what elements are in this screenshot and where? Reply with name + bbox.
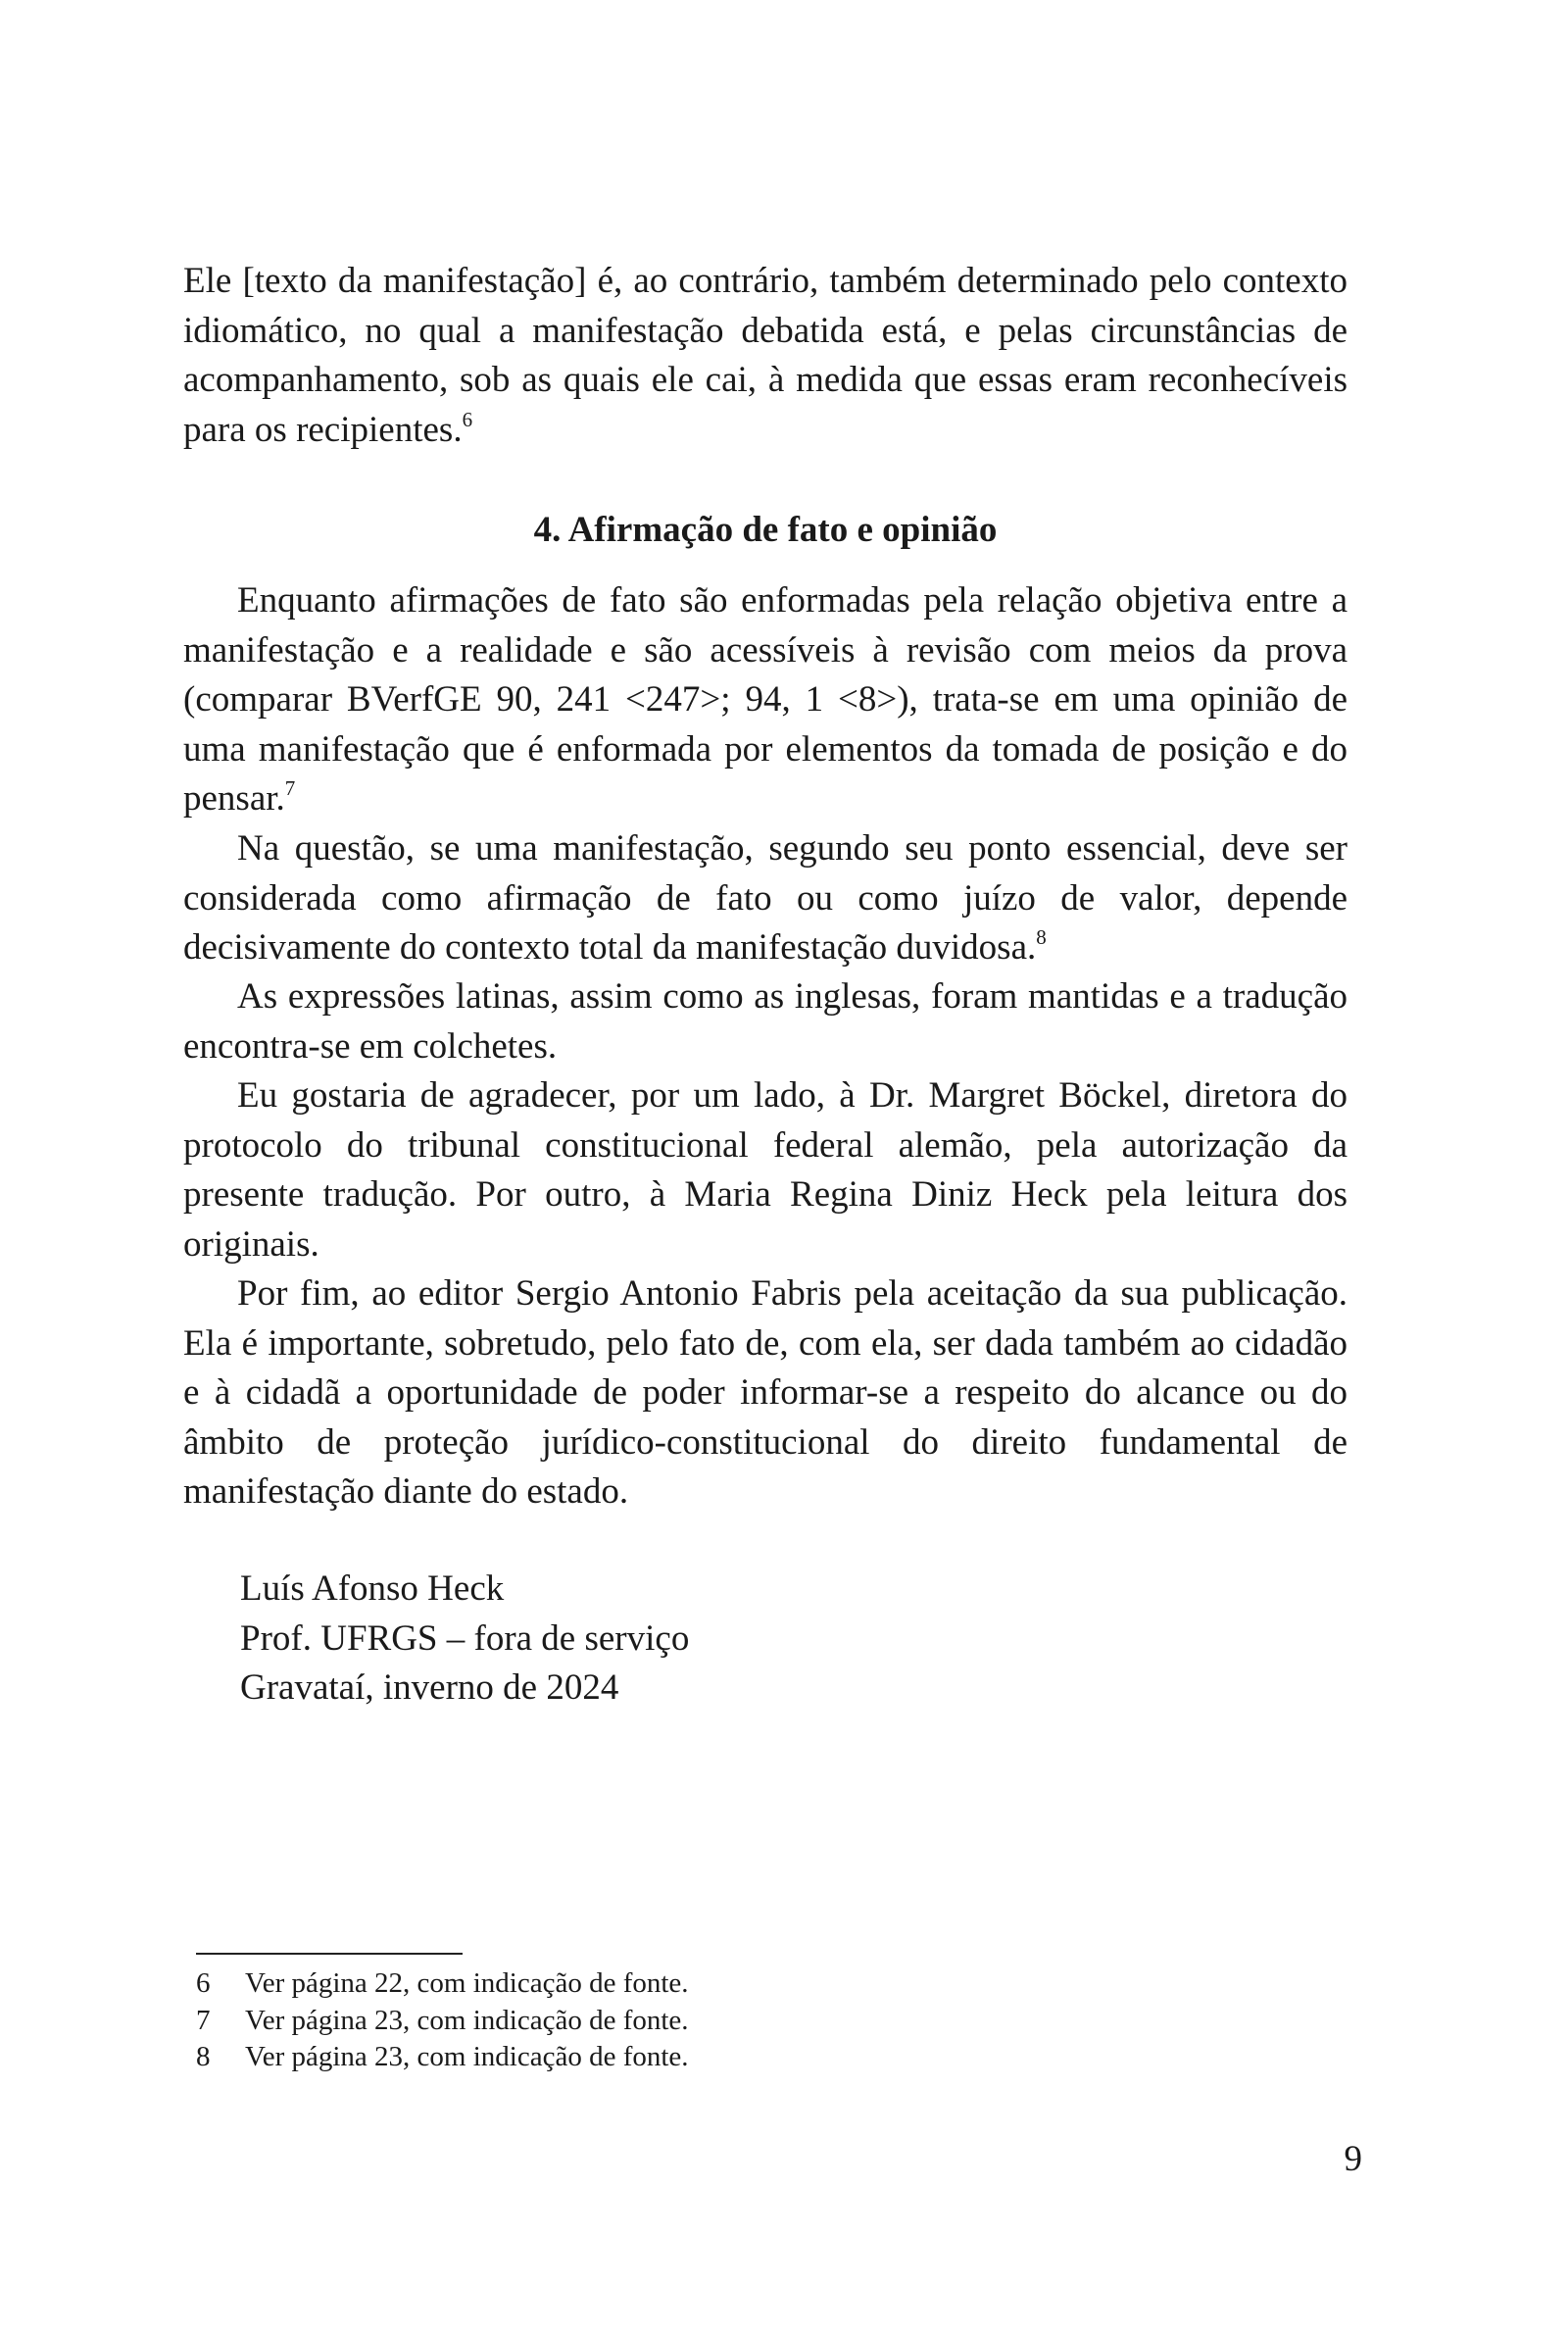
footnote-7 [196, 2003, 689, 2040]
paragraph-2 [183, 576, 1348, 824]
page-number: 9 [1344, 2139, 1362, 2179]
paragraph-6: Por fim, ao editor Sergio Antonio Fabris pela aceitação da sua publicação. Ela é importante, sobretudo, pelo fato de, com ela, ser dada também ao cidadão e à cidadã a oportunidade de poder informar-se a respeito do alcance ou do âmbito de proteção jurídico-constitucional do direito fundamental de manifestação diante do estado. [183, 1273, 1348, 1512]
footnote-text: Ver página 23, com indicação de fonte. [245, 2041, 689, 2072]
signature-place-date: Gravataí, inverno de 2024 [240, 1667, 619, 1708]
paragraph-1-text: Ele [texto da manifestação] é, ao contrário, também determinado pelo contexto idiomático, no qual a manifestação debatida está, e pelas circunstâncias de acompanhamento, sob as quais ele cai, à medida que essas eram reconhecíveis para os recipientes. [183, 261, 1348, 450]
footnote-text: Ver página 23, com indicação de fonte. [245, 2004, 689, 2036]
paragraph-1 [183, 257, 1348, 455]
paragraph-3-text: Na questão, se uma manifestação, segundo seu ponto essencial, deve ser considerada como afirmação de fato ou como juízo de valor, depende decisivamente do contexto total da manifestação duvidosa. [183, 828, 1348, 968]
paragraph-2-text: Enquanto afirmações de fato são enformadas pela relação objetiva entre a manifestação e a realidade e são acessíveis à revisão com meios da prova (comparar BVerfGE 90, 241 <247>; 94, 1 <8>), trata-se em uma opinião de uma manifestação que é enformada por elementos da tomada de posição e do pensar. [183, 580, 1348, 819]
signature-title: Prof. UFRGS – fora de serviço [240, 1617, 690, 1659]
footnotes [196, 1965, 689, 2076]
footnote-ref-6: 6 [462, 407, 473, 431]
paragraph-5: Eu gostaria de agradecer, por um lado, à Dr. Margret Böckel, diretora do protocolo do tribunal constitucional federal alemão, pela autorização da presente tradução. Por outro, à Maria Regina Diniz Heck pela leitura dos originais. [183, 1075, 1348, 1265]
section-heading: 4. Afirmação de fato e opinião [533, 510, 998, 550]
signature-block [240, 1565, 689, 1714]
footnote-ref-7: 7 [284, 776, 296, 800]
footnote-text: Ver página 22, com indicação de fonte. [245, 1967, 689, 1999]
paragraph-3 [183, 824, 1348, 973]
footnote-divider [196, 1953, 463, 1955]
footnote-number: 6 [196, 1967, 211, 1999]
footnote-ref-8: 8 [1036, 925, 1047, 949]
footnote-8 [196, 2039, 689, 2076]
footnote-number: 7 [196, 2004, 211, 2036]
paragraph-4: As expressões latinas, assim como as inglesas, foram mantidas e a tradução encontra-se em colchetes. [183, 976, 1348, 1067]
signature-name: Luís Afonso Heck [240, 1568, 505, 1609]
footnote-number: 8 [196, 2041, 211, 2072]
footnote-6 [196, 1965, 689, 2003]
